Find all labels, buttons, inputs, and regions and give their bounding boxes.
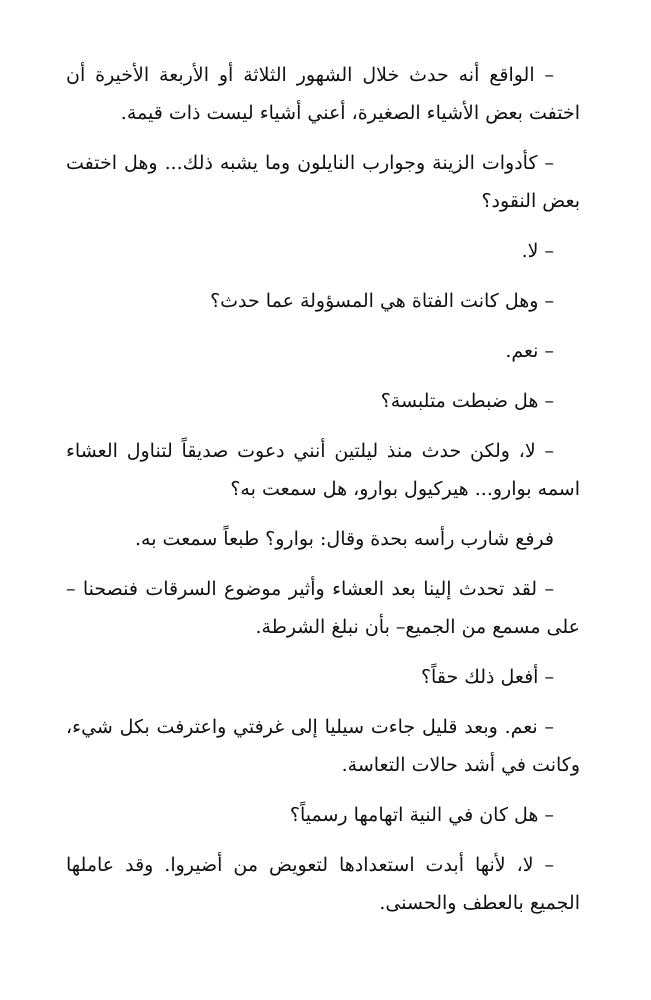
document-page xyxy=(66,56,580,934)
paragraph: فرفع شارب رأسه بحدة وقال: بوارو؟ طبعاً سمعت به. xyxy=(134,528,554,550)
paragraph: – هل كان في النية اتهامها رسمياً؟ xyxy=(289,804,554,826)
paragraph: – أفعل ذلك حقاً؟ xyxy=(420,666,554,688)
paragraph: – كأدوات الزينة وجوارب النايلون وما يشبه ذلك... وهل اختفت بعض النقود؟ xyxy=(66,152,580,212)
paragraph: – لا. xyxy=(521,240,554,262)
paragraph: – هل ضبطت متلبسة؟ xyxy=(380,390,554,412)
paragraph: – الواقع أنه حدث خلال الشهور الثلاثة أو الأربعة الأخيرة أن اختفت بعض الأشياء الصغيرة، أعني أشياء ليست ذات قيمة. xyxy=(66,64,580,124)
paragraph: – لقد تحدث إلينا بعد العشاء وأثير موضوع السرقات فنصحنا –على مسمع من الجميع– بأن نبلغ الشرطة. xyxy=(66,578,580,638)
paragraph: – نعم. xyxy=(505,340,554,362)
paragraph: – نعم. وبعد قليل جاءت سيليا إلى غرفتي واعترفت بكل شيء، وكانت في أشد حالات التعاسة. xyxy=(66,716,580,776)
paragraph: – وهل كانت الفتاة هي المسؤولة عما حدث؟ xyxy=(210,290,554,312)
paragraph: – لا، ولكن حدث منذ ليلتين أنني دعوت صديقاً لتناول العشاء اسمه بوارو... هيركيول بوارو، هل سمعت به؟ xyxy=(66,440,580,500)
paragraph: – لا، لأنها أبدت استعدادها لتعويض من أضيروا. وقد عاملها الجميع بالعطف والحسنى. xyxy=(66,854,580,914)
